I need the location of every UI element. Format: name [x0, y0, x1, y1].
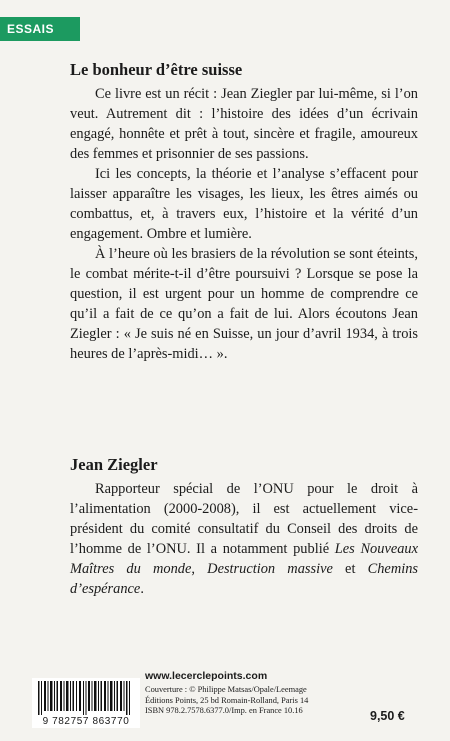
book-title-3: Chemins d’espérance [70, 561, 419, 597]
barcode-number: 9 782757 863770 [42, 716, 130, 727]
author-section [70, 455, 418, 599]
summary-paragraph-2: Ici les concepts, la théorie et l’analyse s’effacent pour laisser apparaître les visages, les lieux, les êtres aimés ou combattus, et, à travers eux, l’histoire et la vérité d’un engagement. Ombre et lumière. [70, 166, 418, 242]
author-bio [70, 479, 418, 599]
credit-line-cover: Couverture : © Philippe Matsas/Opale/Leemage [145, 685, 307, 694]
barcode-bars [36, 681, 136, 715]
summary-paragraph-3: À l’heure où les brasiers de la révolution se sont éteints, le combat mérite-t-il d’être poursuivi ? Lorsque se pose la question, il est urgent pour un homme de comprendre ce qu’il a fait de ce qu’on a fait de lui. Alors écoutons Jean Ziegler : « Je suis né en Suisse, un jour d’avril 1934, à trois heures de l’après-midi… ». [70, 246, 418, 362]
book-title-2: Destruction massive [207, 561, 333, 577]
separator: et [332, 561, 368, 577]
summary-section [70, 60, 418, 364]
credits [145, 685, 355, 717]
author-title: Jean Ziegler [70, 455, 158, 474]
author-bio-text: Rapporteur spécial de l’ONU pour le droit à l’alimentation (2000-2008), il est actuellement vice-président du comité consultatif du Conseil des droits de l’homme de l’ONU. Il a notamment publié [70, 481, 418, 557]
category-badge: ESSAIS [0, 17, 80, 41]
price: 9,50 € [370, 709, 405, 723]
barcode [32, 678, 140, 728]
summary-paragraph-1: Ce livre est un récit : Jean Ziegler par lui-même, si l’on veut. Autrement dit : l’histoire des idées d’un écrivain engagé, honnête et prêt à tout, sincère et fragile, amoureux des femmes et prisonnier de ses passions. [70, 86, 418, 162]
book-title-1: Les Nouveaux Maîtres du monde [70, 541, 418, 577]
summary-title: Le bonheur d’être suisse [70, 60, 243, 79]
credit-line-isbn: ISBN 978.2.7578.6377.0/Imp. en France 10.16 [145, 706, 303, 715]
period: . [140, 581, 144, 597]
credit-line-publisher: Éditions Points, 25 bd Romain-Rolland, Paris 14 [145, 695, 309, 705]
separator: , [191, 561, 208, 577]
publisher-website[interactable]: www.lecerclepoints.com [145, 670, 268, 682]
footer [0, 668, 450, 741]
